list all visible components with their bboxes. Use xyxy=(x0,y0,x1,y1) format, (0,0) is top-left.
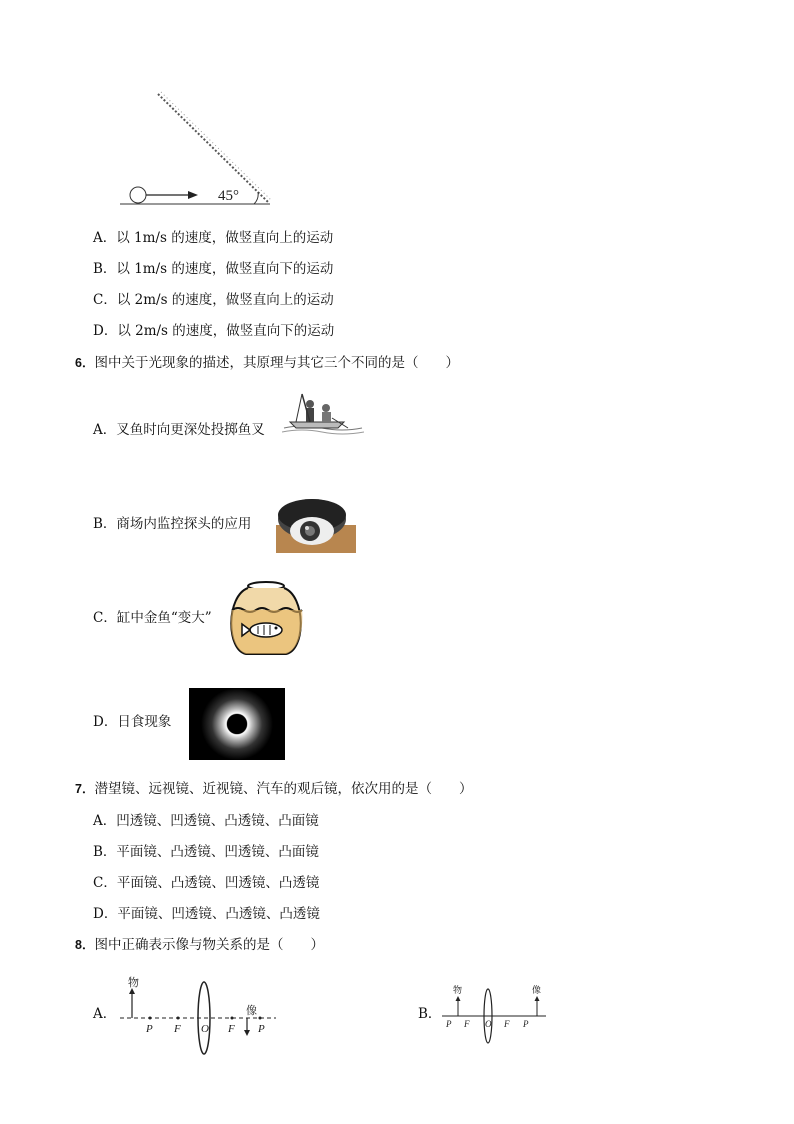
q7-option-d xyxy=(93,905,320,923)
angle-label: 45° xyxy=(218,188,239,204)
option-text: 以 1m/s 的速度，做竖直向上的运动 xyxy=(116,230,334,246)
p-label: P xyxy=(258,1023,265,1035)
option-text: 以 2m/s 的速度，做竖直向下的运动 xyxy=(117,323,335,339)
q5-option-a xyxy=(93,229,333,247)
f-label: F xyxy=(228,1023,235,1035)
option-text: 凹透镜、凹透镜、凸透镜、凸面镜 xyxy=(116,813,319,829)
q5-option-b xyxy=(93,260,333,278)
option-letter: A． xyxy=(93,422,117,438)
option-text: 商场内监控探头的应用 xyxy=(116,516,252,532)
question-text: 潜望镜、远视镜、近视镜、汽车的观后镜，依次用的是（ ） xyxy=(94,781,473,797)
option-text: 缸中金鱼“变大” xyxy=(116,610,212,626)
question-number: 8． xyxy=(75,938,95,952)
option-letter: D． xyxy=(93,714,118,730)
lens-diagram-b xyxy=(440,980,550,1046)
q8-option-a-letter: A． xyxy=(93,1006,117,1022)
q6-stem xyxy=(75,354,459,372)
goldfish-bowl-image xyxy=(226,580,306,658)
q5-option-c xyxy=(93,291,334,309)
p-label: P xyxy=(523,1019,529,1029)
q6-option-c xyxy=(93,609,212,627)
q5-option-d xyxy=(93,322,334,340)
f-label: F xyxy=(504,1019,510,1029)
option-letter: B． xyxy=(93,516,117,532)
p-label: P xyxy=(446,1019,452,1029)
option-text: 日食现象 xyxy=(117,714,172,730)
f-label: F xyxy=(174,1023,181,1035)
option-letter: A． xyxy=(93,230,117,246)
surveillance-camera-image xyxy=(276,495,356,553)
question-number: 7． xyxy=(75,782,95,796)
option-text: 平面镜、凹透镜、凸透镜、凸透镜 xyxy=(117,906,320,922)
option-letter: A． xyxy=(93,813,117,829)
object-label: 物 xyxy=(453,985,463,995)
q6-option-a xyxy=(93,421,265,439)
solar-eclipse-image xyxy=(189,688,285,760)
option-letter: C． xyxy=(93,292,117,308)
q7-option-a xyxy=(93,812,319,830)
q7-option-c xyxy=(93,874,319,892)
option-letter: C． xyxy=(93,875,117,891)
image-label: 像 xyxy=(532,985,542,995)
image-label: 像 xyxy=(246,1005,257,1017)
option-text: 叉鱼时向更深处投掷鱼叉 xyxy=(116,422,265,438)
option-letter: C． xyxy=(93,610,117,626)
q7-option-b xyxy=(93,843,319,861)
mirror-ball-figure xyxy=(120,88,280,210)
option-text: 以 2m/s 的速度，做竖直向上的运动 xyxy=(116,292,334,308)
option-text: 平面镜、凸透镜、凹透镜、凸面镜 xyxy=(116,844,319,860)
f-label: F xyxy=(464,1019,470,1029)
option-letter: B． xyxy=(93,844,117,860)
p-label: P xyxy=(146,1023,153,1035)
object-label: 物 xyxy=(128,977,139,989)
lens-diagram-a xyxy=(120,972,280,1058)
option-letter: D． xyxy=(93,323,118,339)
option-letter: B． xyxy=(93,261,117,277)
option-text: 平面镜、凸透镜、凹透镜、凸透镜 xyxy=(116,875,320,891)
fishing-boat-image xyxy=(282,388,364,436)
question-text: 图中关于光现象的描述，其原理与其它三个不同的是（ ） xyxy=(94,355,459,371)
q7-stem xyxy=(75,780,472,798)
option-text: 以 1m/s 的速度，做竖直向下的运动 xyxy=(116,261,334,277)
q8-stem xyxy=(75,936,324,954)
o-label: O xyxy=(485,1019,492,1029)
question-text: 图中正确表示像与物关系的是（ ） xyxy=(94,937,324,953)
q6-option-b xyxy=(93,515,251,533)
option-letter: D． xyxy=(93,906,118,922)
o-label: O xyxy=(201,1023,209,1035)
question-number: 6． xyxy=(75,356,95,370)
q6-option-d xyxy=(93,713,171,731)
q8-option-b-letter: B． xyxy=(418,1006,442,1022)
